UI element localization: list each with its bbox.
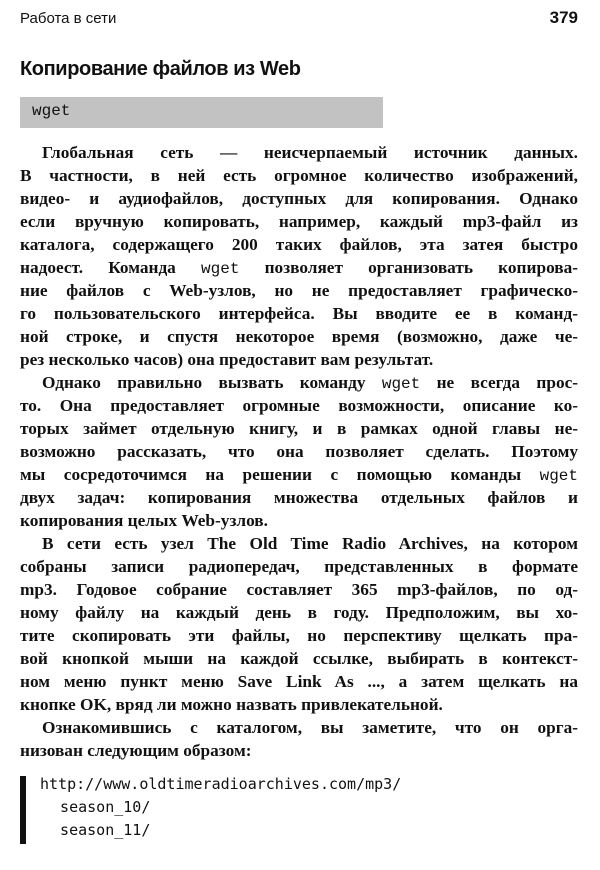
text-segment: то. Она предоставляет огромные возможности, описание ко- [20, 396, 578, 415]
text-line [20, 440, 578, 463]
text-segment: двух задач: копирования множества отдельных файлов и [20, 488, 578, 507]
inline-code: wget [201, 260, 240, 278]
text-line [20, 417, 578, 440]
text-line [20, 394, 578, 417]
code-bar [20, 776, 26, 844]
text-segment: видео- и аудиофайлов, доступных для копирования. Однако [20, 189, 578, 208]
text-line [20, 463, 578, 486]
text-segment: если вручную копировать, например, каждый mp3-файл из [20, 212, 578, 231]
code-line: http://www.oldtimeradioarchives.com/mp3/ [40, 775, 402, 793]
text-segment: Ознакомившись с каталогом, вы заметите, что он орга- [42, 718, 578, 737]
text-line [20, 187, 578, 210]
text-segment: В частности, в ней есть огромное количество изображений, [20, 166, 578, 185]
text-segment: ном меню пункт меню Save Link As ..., а затем щелкать на [20, 672, 578, 691]
section-title: Копирование файлов из Web [20, 58, 301, 80]
text-segment: каталога, содержащего 200 таких файлов, эта затея быстро [20, 235, 578, 254]
text-line [20, 302, 578, 325]
text-line [20, 670, 578, 693]
text-line [20, 486, 578, 509]
text-line [20, 279, 578, 302]
page-number: 379 [549, 8, 578, 27]
text-segment: Однако правильно вызвать команду [42, 373, 382, 392]
text-line [20, 578, 578, 601]
text-line [20, 164, 578, 187]
command-name: wget [32, 102, 71, 120]
text-segment: вой кнопкой мыши на каждой ссылке, выбирать в контекст- [20, 649, 578, 668]
code-line: season_11/ [42, 821, 151, 839]
text-line [20, 210, 578, 233]
text-segment: позволяет организовать копирова- [239, 258, 579, 277]
text-line [20, 601, 578, 624]
text-segment: мы сосредоточимся на решении с помощью команды [20, 465, 540, 484]
inline-code: wget [539, 467, 578, 485]
text-line [20, 716, 578, 739]
text-segment: возможно рассказать, что она позволяет сделать. Поэтому [20, 442, 578, 461]
text-segment: кнопке OK, вряд ли можно назвать привлекательной. [20, 695, 443, 714]
text-line [20, 647, 578, 670]
text-segment: торых займет отдельную книгу, и в рамках одной главы не- [20, 419, 578, 438]
text-line [20, 371, 578, 394]
text-line [20, 624, 578, 647]
text-segment: не всегда прос- [420, 373, 579, 392]
text-line [20, 233, 578, 256]
code-line: season_10/ [42, 798, 151, 816]
text-line [20, 532, 578, 555]
command-box [20, 97, 383, 128]
text-segment: ние файлов с Web-узлов, но не предоставляет графическо- [20, 281, 578, 300]
text-segment: тите скопировать эти файлы, но перспективу щелкать пра- [20, 626, 578, 645]
text-line [20, 693, 578, 716]
text-line [20, 348, 578, 371]
text-segment: копирования целых Web-узлов. [20, 511, 268, 530]
text-line [20, 256, 578, 279]
body-text [20, 141, 578, 762]
text-segment: рез несколько часов) она предоставит вам результат. [20, 350, 434, 369]
text-line [20, 739, 578, 762]
text-line [20, 325, 578, 348]
text-segment: ной строке, и спустя некоторое время (возможно, даже че- [20, 327, 578, 346]
text-segment: Глобальная сеть — неисчерпаемый источник данных. [42, 143, 578, 162]
text-segment: надоест. Команда [20, 258, 202, 277]
text-line [20, 555, 578, 578]
text-segment: ному файлу на каждый день в году. Предположим, вы хо- [20, 603, 578, 622]
text-segment: mp3. Годовое собрание составляет 365 mp3-файлов, по од- [20, 580, 578, 599]
text-segment: В сети есть узел The Old Time Radio Archives, на котором [42, 534, 578, 553]
text-segment: низован следующим образом: [20, 741, 252, 760]
text-line [20, 509, 578, 532]
text-segment: го пользовательского интерфейса. Вы вводите ее в команд- [20, 304, 578, 323]
text-line [20, 141, 578, 164]
running-header: Работа в сети [20, 10, 117, 27]
inline-code: wget [381, 375, 421, 393]
text-segment: собраны записи радиопередач, представленных в формате [20, 557, 578, 576]
